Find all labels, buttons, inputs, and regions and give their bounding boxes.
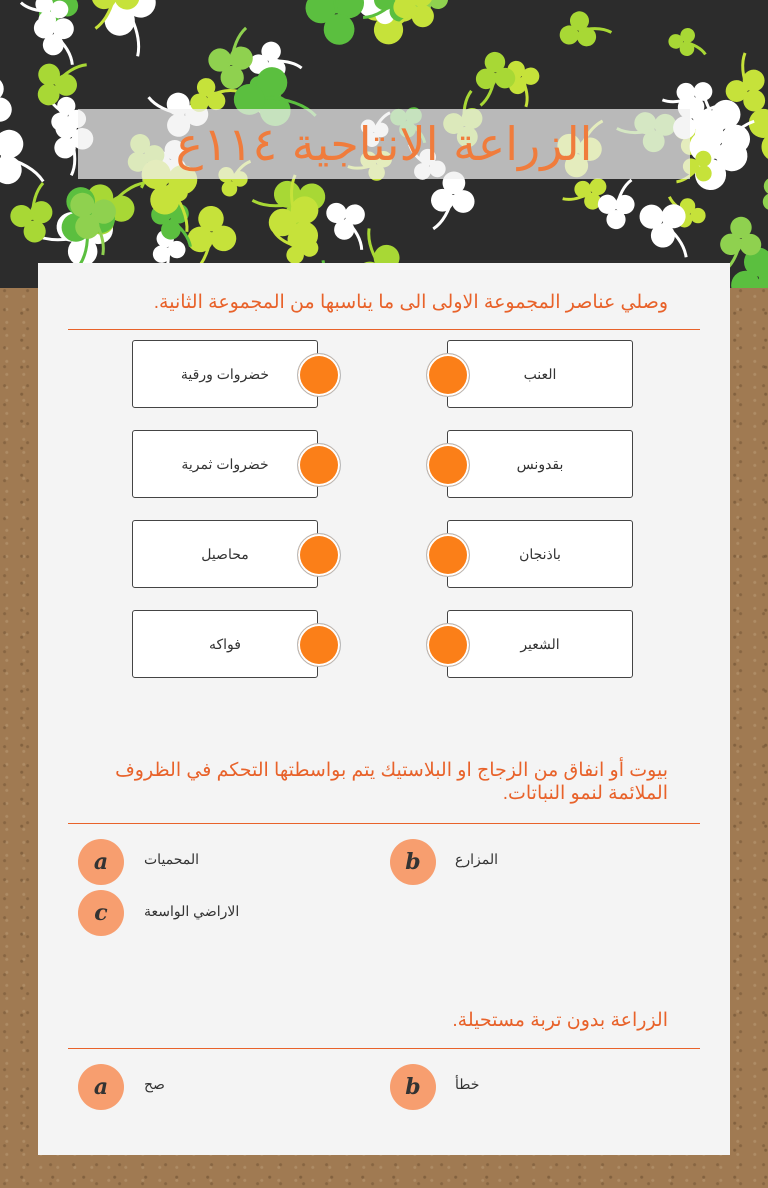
match-right-item[interactable]: فواكه (132, 610, 318, 678)
option-c-text[interactable]: الاراضي الواسعة (144, 903, 240, 919)
match-connector-dot[interactable] (426, 443, 470, 487)
title-box (78, 109, 690, 179)
match-connector-dot[interactable] (297, 533, 341, 577)
match-left-item[interactable]: باذنجان (447, 520, 633, 588)
match-right-item[interactable]: خضروات ورقية (132, 340, 318, 408)
shamrock-icon (754, 165, 768, 213)
question-2-divider (68, 823, 700, 824)
match-left-item[interactable]: بقدونس (447, 430, 633, 498)
page-title: الزراعة الانتاجية ١١٤ع (175, 117, 593, 171)
match-right-item[interactable]: خضروات ثمرية (132, 430, 318, 498)
shamrock-icon (97, 0, 165, 61)
shamrock-icon (635, 190, 705, 268)
option-a-text[interactable]: المحميات (144, 851, 200, 867)
shamrock-icon (0, 56, 15, 133)
question-1-divider (68, 329, 700, 330)
match-connector-dot[interactable] (297, 443, 341, 487)
option-b-text[interactable]: المزارع (455, 851, 498, 867)
question-3-divider (68, 1048, 700, 1049)
option-b-badge[interactable]: b (390, 1064, 436, 1110)
match-left-item[interactable]: العنب (447, 340, 633, 408)
worksheet-card (38, 263, 730, 1155)
match-right-item[interactable]: محاصيل (132, 520, 318, 588)
match-connector-dot[interactable] (426, 353, 470, 397)
option-b-text[interactable]: خطأ (455, 1076, 480, 1092)
match-connector-dot[interactable] (426, 533, 470, 577)
shamrock-icon (0, 117, 58, 202)
option-a-badge[interactable]: a (78, 1064, 124, 1110)
match-connector-dot[interactable] (297, 623, 341, 667)
match-connector-dot[interactable] (426, 623, 470, 667)
shamrock-icon (4, 176, 61, 245)
match-left-item[interactable]: الشعير (447, 610, 633, 678)
option-a-badge[interactable]: a (78, 839, 124, 885)
question-1-prompt: وصلي عناصر المجموعة الاولى الى ما يناسبها من المجموعة الثانية. (153, 292, 668, 313)
shamrock-icon (465, 48, 523, 114)
header-banner (0, 0, 768, 288)
match-connector-dot[interactable] (297, 353, 341, 397)
shamrock-icon (559, 9, 614, 48)
option-c-badge[interactable]: c (78, 890, 124, 936)
shamrock-icon (666, 22, 713, 65)
option-b-badge[interactable]: b (390, 839, 436, 885)
option-a-text[interactable]: صح (144, 1076, 165, 1092)
question-2-prompt: بيوت أو انفاق من الزجاج او البلاستيك يتم بواسطتها التحكم في الظروف الملائمة لنمو النباتات. (115, 760, 668, 804)
question-3-prompt: الزراعة بدون تربة مستحيلة. (452, 1010, 668, 1031)
